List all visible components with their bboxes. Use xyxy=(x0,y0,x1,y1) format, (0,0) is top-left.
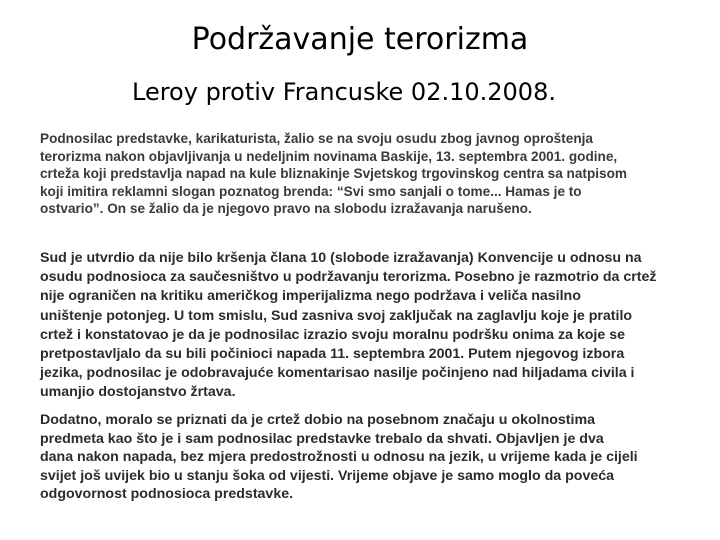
text-line: nije ograničen na kritiku američkog imperijalizma nego podržava i veliča nasilno xyxy=(40,288,581,305)
text-line: koji imitira reklamni slogan poznatog brenda: “Svi smo sanjali o tome... Hamas je to xyxy=(40,183,582,199)
slide-subtitle: Leroy protiv Francuske 02.10.2008. xyxy=(132,78,556,106)
text-line: ostvario”. On se žalio da je njegovo pravo na slobodu izražavanja narušeno. xyxy=(40,201,532,217)
text-line: crteža koji predstavlja napad na kule bliznakinje Svjetskog trgovinskog centra sa natpisom xyxy=(40,166,627,182)
text-line: umanjio dostojanstvo žrtava. xyxy=(40,384,236,401)
text-line: odgovornost podnosioca predstavke. xyxy=(40,486,294,503)
paragraph-case-facts xyxy=(40,130,680,218)
paragraph-additional-reasoning xyxy=(40,411,680,504)
text-line: crtež i konstatovao je da je podnosilac izrazio svoju moralnu podršku onima za koje se xyxy=(40,326,625,343)
text-line: Podnosilac predstavke, karikaturista, žalio se na svoju osudu zbog javnog oproštenja xyxy=(40,131,593,146)
text-line: pretpostavljalo da su bili počinioci napada 11. septembra 2001. Putem njegovog izbora xyxy=(40,346,625,363)
text-line: predmeta kao što je i sam podnosilac predstavke trebalo da shvati. Objavljen je dva xyxy=(40,430,604,447)
text-line: Sud je utvrdio da nije bilo kršenja člana 10 (slobode izražavanja) Konvencije u odnosu na xyxy=(40,250,642,266)
paragraph-court-ruling xyxy=(40,249,680,403)
text-line: dana nakon napada, bez mjera predostrožnosti u odnosu na jezik, u vrijeme kada je cijeli xyxy=(40,449,638,466)
slide-title: Podržavanje terorizma xyxy=(191,22,529,57)
text-line: jezika, podnosilac je odobravajuće komentarisao nasilje počinjeno nad hiljadama civila i xyxy=(40,365,635,382)
text-line: svijet još uvijek bio u stanju šoka od vijesti. Vrijeme objave je samo moglo da poveća xyxy=(40,467,615,484)
text-line: terorizma nakon objavljivanja u nedeljnim novinama Baskije, 13. septembra 2001. godine, xyxy=(40,148,618,164)
text-line: osudu podnosioca za saučesništvo u podržavanju terorizma. Posebno je razmotrio da crtež xyxy=(40,269,657,286)
text-line: uništenje potonjeg. U tom smislu, Sud zasniva svoj zaključak na zaglavlju koje je pratilo xyxy=(40,307,633,324)
text-line: Dodatno, moralo se priznati da je crtež dobio na posebnom značaju u okolnostima xyxy=(40,412,595,428)
